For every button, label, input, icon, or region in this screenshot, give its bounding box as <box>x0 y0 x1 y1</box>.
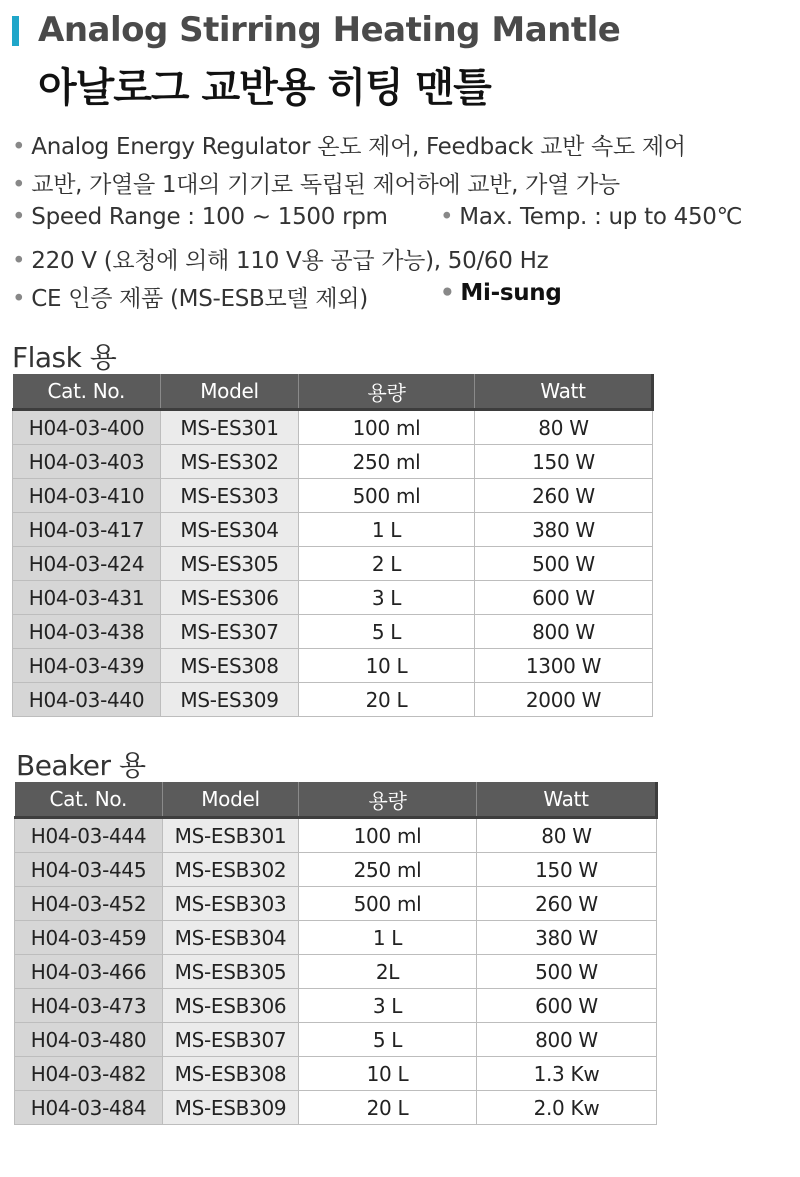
column-header-cat: Cat. No. <box>15 782 163 818</box>
capacity-cell: 20 L <box>299 683 475 717</box>
model-cell: MS-ES308 <box>161 649 299 683</box>
model-cell: MS-ESB304 <box>163 921 299 955</box>
watt-cell: 600 W <box>477 989 657 1023</box>
model-cell: MS-ESB309 <box>163 1091 299 1125</box>
watt-cell: 80 W <box>475 410 653 445</box>
beaker-spec-table <box>14 782 658 1125</box>
watt-cell: 1.3 Kw <box>477 1057 657 1091</box>
table-row <box>15 1091 657 1125</box>
model-cell: MS-ES304 <box>161 513 299 547</box>
cat-no-cell: H04-03-400 <box>13 410 161 445</box>
cat-no-cell: H04-03-440 <box>13 683 161 717</box>
watt-cell: 2.0 Kw <box>477 1091 657 1125</box>
capacity-cell: 250 ml <box>299 445 475 479</box>
capacity-cell: 2L <box>299 955 477 989</box>
model-cell: MS-ES309 <box>161 683 299 717</box>
feature-text: Analog Energy Regulator 온도 제어, Feedback 교반 속도 제어 <box>31 134 686 160</box>
page-title-english: Analog Stirring Heating Mantle <box>38 10 621 50</box>
title-accent-bar <box>12 16 19 46</box>
table-row <box>15 1057 657 1091</box>
table-row <box>15 989 657 1023</box>
watt-cell: 260 W <box>477 887 657 921</box>
feature-line-1 <box>12 128 686 161</box>
watt-cell: 260 W <box>475 479 653 513</box>
capacity-cell: 1 L <box>299 921 477 955</box>
flask-spec-table <box>12 374 654 717</box>
table-row <box>13 615 653 649</box>
capacity-cell: 10 L <box>299 1057 477 1091</box>
table-row <box>13 683 653 717</box>
model-cell: MS-ESB301 <box>163 818 299 853</box>
table-row <box>15 921 657 955</box>
feature-line-3b <box>440 204 742 230</box>
feature-text: 교반, 가열을 1대의 기기로 독립된 제어하에 교반, 가열 가능 <box>31 172 620 198</box>
watt-cell: 380 W <box>477 921 657 955</box>
table-row <box>15 955 657 989</box>
table-row <box>15 818 657 853</box>
cat-no-cell: H04-03-445 <box>15 853 163 887</box>
bullet-dot-icon: • <box>12 248 26 274</box>
table-row <box>13 581 653 615</box>
model-cell: MS-ES303 <box>161 479 299 513</box>
cat-no-cell: H04-03-424 <box>13 547 161 581</box>
column-header-model: Model <box>163 782 299 818</box>
watt-cell: 500 W <box>475 547 653 581</box>
cat-no-cell: H04-03-473 <box>15 989 163 1023</box>
model-cell: MS-ES301 <box>161 410 299 445</box>
cat-no-cell: H04-03-439 <box>13 649 161 683</box>
watt-cell: 80 W <box>477 818 657 853</box>
cat-no-cell: H04-03-410 <box>13 479 161 513</box>
column-header-capacity: 용량 <box>299 782 477 818</box>
capacity-cell: 2 L <box>299 547 475 581</box>
table-header-row <box>15 782 657 818</box>
capacity-cell: 1 L <box>299 513 475 547</box>
feature-line-5a <box>12 280 368 313</box>
beaker-section-title: Beaker 용 <box>16 749 146 782</box>
watt-cell: 1300 W <box>475 649 653 683</box>
column-header-watt: Watt <box>475 374 653 410</box>
cat-no-cell: H04-03-484 <box>15 1091 163 1125</box>
capacity-cell: 500 ml <box>299 479 475 513</box>
cat-no-cell: H04-03-403 <box>13 445 161 479</box>
model-cell: MS-ES305 <box>161 547 299 581</box>
cat-no-cell: H04-03-438 <box>13 615 161 649</box>
table-row <box>15 1023 657 1057</box>
watt-cell: 800 W <box>475 615 653 649</box>
bullet-dot-icon: • <box>440 204 454 230</box>
cat-no-cell: H04-03-452 <box>15 887 163 921</box>
model-cell: MS-ESB307 <box>163 1023 299 1057</box>
table-row <box>13 479 653 513</box>
cat-no-cell: H04-03-444 <box>15 818 163 853</box>
feature-line-2 <box>12 166 620 199</box>
capacity-cell: 10 L <box>299 649 475 683</box>
table-row <box>13 445 653 479</box>
column-header-model: Model <box>161 374 299 410</box>
bullet-dot-icon: • <box>12 172 26 198</box>
model-cell: MS-ES306 <box>161 581 299 615</box>
feature-text: CE 인증 제품 (MS-ESB모델 제외) <box>31 286 368 312</box>
model-cell: MS-ES302 <box>161 445 299 479</box>
feature-line-3a <box>12 204 388 230</box>
feature-text: Max. Temp. : up to 450℃ <box>459 204 743 230</box>
watt-cell: 2000 W <box>475 683 653 717</box>
capacity-cell: 500 ml <box>299 887 477 921</box>
model-cell: MS-ES307 <box>161 615 299 649</box>
watt-cell: 500 W <box>477 955 657 989</box>
capacity-cell: 250 ml <box>299 853 477 887</box>
table-header-row <box>13 374 653 410</box>
watt-cell: 150 W <box>475 445 653 479</box>
bullet-dot-icon: • <box>12 204 26 230</box>
table-row <box>15 887 657 921</box>
feature-text: 220 V (요청에 의해 110 V용 공급 가능), 50/60 Hz <box>31 248 549 274</box>
model-cell: MS-ESB308 <box>163 1057 299 1091</box>
cat-no-cell: H04-03-417 <box>13 513 161 547</box>
page-title-korean: 아날로그 교반용 히팅 맨틀 <box>38 65 491 111</box>
cat-no-cell: H04-03-466 <box>15 955 163 989</box>
model-cell: MS-ESB305 <box>163 955 299 989</box>
watt-cell: 150 W <box>477 853 657 887</box>
table-row <box>13 410 653 445</box>
table-row <box>13 649 653 683</box>
column-header-capacity: 용량 <box>299 374 475 410</box>
capacity-cell: 20 L <box>299 1091 477 1125</box>
brand-line <box>440 280 562 306</box>
cat-no-cell: H04-03-431 <box>13 581 161 615</box>
watt-cell: 600 W <box>475 581 653 615</box>
feature-line-4 <box>12 242 548 275</box>
model-cell: MS-ESB306 <box>163 989 299 1023</box>
capacity-cell: 100 ml <box>299 818 477 853</box>
watt-cell: 800 W <box>477 1023 657 1057</box>
capacity-cell: 5 L <box>299 615 475 649</box>
table-row <box>15 853 657 887</box>
bullet-dot-icon: • <box>12 286 26 312</box>
flask-section-title: Flask 용 <box>12 341 117 374</box>
model-cell: MS-ESB303 <box>163 887 299 921</box>
column-header-watt: Watt <box>477 782 657 818</box>
bullet-dot-icon: • <box>12 134 26 160</box>
watt-cell: 380 W <box>475 513 653 547</box>
cat-no-cell: H04-03-459 <box>15 921 163 955</box>
cat-no-cell: H04-03-480 <box>15 1023 163 1057</box>
capacity-cell: 3 L <box>299 989 477 1023</box>
bullet-dot-icon: • <box>440 280 455 306</box>
table-row <box>13 513 653 547</box>
capacity-cell: 5 L <box>299 1023 477 1057</box>
brand-name: Mi-sung <box>460 280 562 306</box>
feature-text: Speed Range : 100 ~ 1500 rpm <box>31 204 388 230</box>
model-cell: MS-ESB302 <box>163 853 299 887</box>
capacity-cell: 100 ml <box>299 410 475 445</box>
table-row <box>13 547 653 581</box>
capacity-cell: 3 L <box>299 581 475 615</box>
column-header-cat: Cat. No. <box>13 374 161 410</box>
cat-no-cell: H04-03-482 <box>15 1057 163 1091</box>
